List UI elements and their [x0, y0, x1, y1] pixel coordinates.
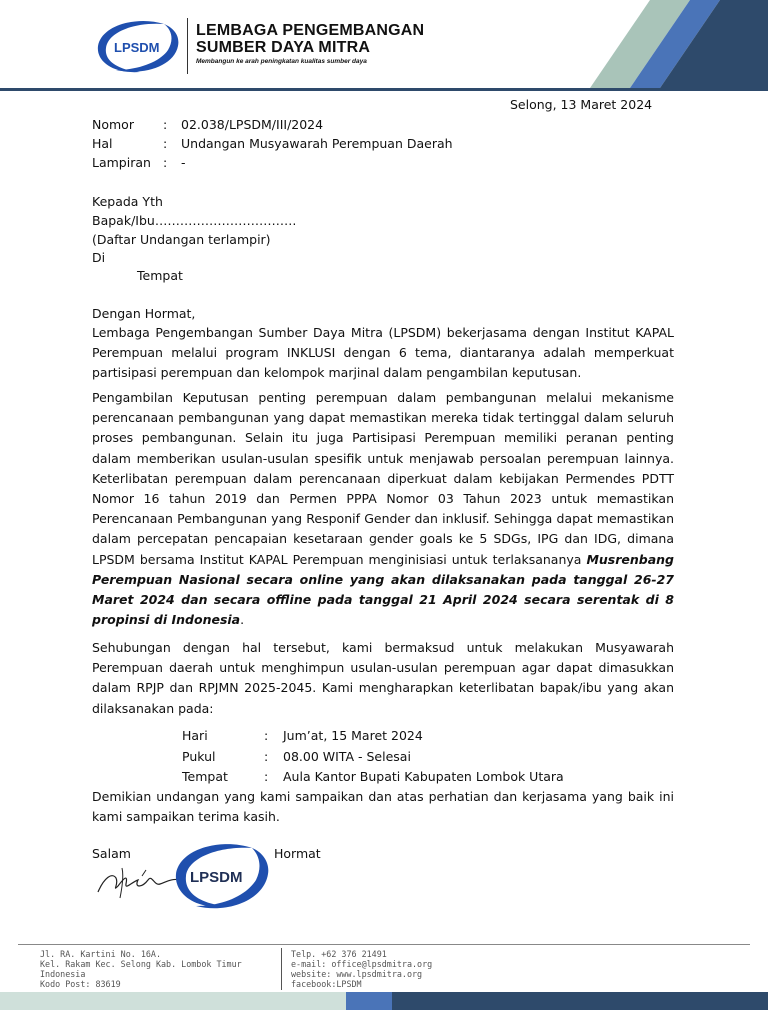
meta-label-hal: Hal: [92, 136, 113, 151]
footer-address-line: Kodo Post: 83619: [40, 979, 121, 989]
place-date: Selong, 13 Maret 2024: [510, 97, 653, 112]
logo-divider: [187, 18, 188, 74]
footer-rule: [18, 944, 750, 945]
paragraph-2: [92, 388, 674, 630]
meta-label-lampiran: Lampiran: [92, 155, 151, 170]
sign-off-left: Salam: [92, 846, 131, 861]
logo-wordmark: LPSDM: [114, 40, 160, 55]
schedule-label: Tempat: [182, 769, 228, 784]
sign-off-right: Hormat: [274, 846, 321, 861]
footer-address-line: Jl. RA. Kartini No. 16A.: [40, 949, 162, 959]
lpsdm-stamp-logo: [172, 840, 274, 912]
meta-sep: :: [163, 136, 168, 151]
paragraph-2-emphasis: Musrenbang Perempuan Nasional secara online yang akan dilaksanakan pada tanggal 26-27 Maret 2024 dan secara offline pada tanggal 21 April 2024 secara serentak di 8 propinsi di Indonesia: [92, 551, 674, 628]
footer-contact-line: website: www.lpsdmitra.org: [291, 969, 423, 979]
org-tagline: Membangun ke arah peningkatan kualitas sumber daya: [196, 58, 367, 65]
schedule-sep: :: [264, 769, 269, 784]
recipient-line: Bapak/Ibu…………………………….: [92, 213, 297, 228]
schedule-label: Hari: [182, 728, 208, 743]
schedule-sep: :: [264, 728, 269, 743]
paragraph-2-end: .: [240, 612, 245, 628]
footer-address-line: Indonesia: [40, 969, 86, 979]
stamp-wordmark: LPSDM: [190, 869, 243, 886]
meta-value-hal: Undangan Musyawarah Perempuan Daerah: [181, 136, 453, 151]
paragraph-3: Sehubungan dengan hal tersebut, kami bermaksud untuk melakukan Musyawarah Perempuan daerah untuk menghimpun usulan-usulan perempuan agar dapat dimasukkan dalam RPJP dan RPJMN 2025-2045. Kami mengharapkan keterlibatan bapak/ibu yang akan dilaksanakan pada:: [92, 640, 674, 716]
footer-separator: [281, 948, 282, 990]
recipient-line: Kepada Yth: [92, 194, 163, 209]
meta-value-nomor: 02.038/LPSDM/III/2024: [181, 117, 324, 132]
footer-contact-line: Telp. +62 376 21491: [291, 949, 387, 959]
schedule-value: 08.00 WITA - Selesai: [283, 749, 411, 764]
schedule-value: Jum’at, 15 Maret 2024: [283, 728, 423, 743]
schedule-value: Aula Kantor Bupati Kabupaten Lombok Utara: [283, 769, 564, 784]
paragraph-1: Lembaga Pengembangan Sumber Daya Mitra (LPSDM) bekerjasama dengan Institut KAPAL Perempuan melalui program INKLUSI dengan 6 tema, diantaranya adalah memperkuat partisipasi perempuan dan kelompok marjinal dalam pengambilan keputusan.: [92, 325, 674, 381]
closing-paragraph: Demikian undangan yang kami sampaikan dan atas perhatian dan kerjasama yang baik ini kami sampaikan terima kasih.: [92, 789, 674, 825]
schedule-label: Pukul: [182, 749, 216, 764]
org-name-line1: LEMBAGA PENGEMBANGAN: [196, 22, 425, 39]
org-name-line2: SUMBER DAYA MITRA: [196, 39, 371, 56]
lpsdm-logo: [94, 18, 186, 76]
recipient-line: Tempat: [137, 268, 183, 283]
footer-contact-line: e-mail: office@lpsdmitra.org: [291, 959, 433, 969]
footer-color-bar: [0, 992, 768, 1010]
schedule-sep: :: [264, 749, 269, 764]
header-rule: [0, 88, 768, 91]
meta-sep: :: [163, 155, 168, 170]
meta-sep: :: [163, 117, 168, 132]
meta-label-nomor: Nomor: [92, 117, 134, 132]
footer-address-line: Kel. Rakam Kec. Selong Kab. Lombok Timur: [40, 959, 242, 969]
footer-contact-line: facebook:LPSDM: [291, 979, 362, 989]
paragraph-2-text: Pengambilan Keputusan penting perempuan dalam pembangunan melalui mekanisme perencanaan pembangunan yang dapat memastikan mereka tidak tertinggal dalam seluruh proses pembangunan. Selain itu juga Partisipasi Perempuan memiliki peranan penting dalam memberikan usulan-usulan spesifik untuk menjawab persoalan perempuan lainnya. Keterlibatan perempuan dalam perencanaan diperkuat dalam kebijakan Permendes PDTT Nomor 16 tahun 2019 dan Permen PPPA Nomor 03 Tahun 2023 untuk memastikan Perencanaan Pembangunan yang Responif Gender dan inklusif. Sehingga dapat memastikan dalam percepatan pencapaian kesetaraan gender goals ke 5 SDGs, IPG dan IDG, dimana LPSDM bersama Institut KAPAL Perempuan menginisiasi untuk terlaksananya: [92, 390, 674, 567]
salutation: Dengan Hormat,: [92, 306, 196, 321]
meta-value-lampiran: -: [181, 155, 186, 170]
recipient-line: Di: [92, 250, 106, 265]
recipient-line: (Daftar Undangan terlampir): [92, 232, 271, 247]
